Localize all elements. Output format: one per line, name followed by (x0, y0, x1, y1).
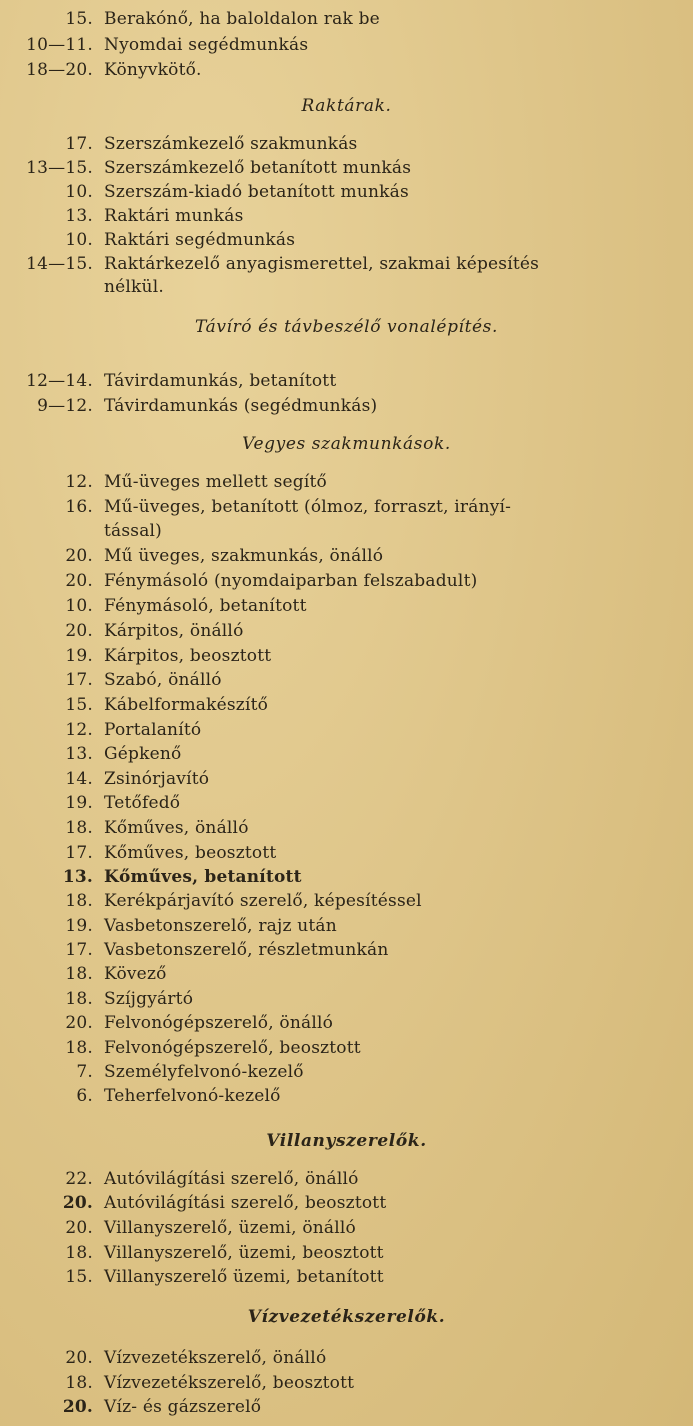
wage-number: 20. (65, 1013, 93, 1033)
job-title: Vasbetonszerelő, részletmunkán (104, 940, 389, 960)
job-title: Raktári segédmunkás (104, 230, 296, 250)
wage-number: 13. (65, 744, 93, 764)
job-title: Fénymásoló (nyomdaiparban felszabadult) (104, 571, 478, 591)
wage-number: 20. (65, 1348, 93, 1368)
job-title-continued: nélkül. (104, 277, 164, 297)
job-title: Vízvezetékszerelő, beosztott (104, 1373, 355, 1393)
wage-number: 18. (65, 964, 93, 984)
wage-number: 16. (65, 497, 93, 517)
wage-number: 17. (65, 670, 93, 690)
section-heading-vegyes: Vegyes szakmunkások. (242, 434, 451, 454)
wage-number: 18—20. (26, 60, 93, 80)
wage-number: 18. (65, 1038, 93, 1058)
wage-number: 20. (65, 1218, 93, 1238)
job-title: Kőműves, önálló (104, 818, 249, 838)
job-title: Teherfelvonó-kezelő (104, 1086, 281, 1106)
wage-number: 20. (62, 1397, 93, 1417)
job-title: Raktári munkás (104, 206, 244, 226)
section-heading-raktarak: Raktárak. (301, 96, 392, 116)
job-title: Kárpitos, önálló (104, 621, 244, 641)
job-title: Tetőfedő (104, 793, 181, 813)
job-title: Mű-üveges, betanított (ólmoz, forraszt, irányí- (104, 497, 512, 517)
wage-number: 18. (65, 1243, 93, 1263)
job-title: Villanyszerelő, üzemi, önálló (104, 1218, 356, 1238)
job-title: Fénymásoló, betanított (104, 596, 307, 616)
wage-number: 9—12. (37, 396, 93, 416)
job-title: Víz- és gázszerelő (104, 1397, 262, 1417)
job-title: Zsinórjavító (104, 769, 210, 789)
job-title: Kőműves, beosztott (104, 843, 277, 863)
wage-number: 10. (65, 230, 93, 250)
job-title: Autóvilágítási szerelő, beosztott (104, 1193, 387, 1213)
wage-number: 15. (65, 9, 93, 29)
job-title: Kerékpárjavító szerelő, képesítéssel (104, 891, 422, 911)
job-title: Kárpitos, beosztott (104, 646, 272, 666)
job-title: Könyvkötő. (104, 60, 202, 80)
job-title: Felvonógépszerelő, beosztott (104, 1038, 361, 1058)
wage-number: 10. (65, 182, 93, 202)
job-title: Távirdamunkás (segédmunkás) (104, 396, 378, 416)
section-heading-taviro: Távíró és távbeszélő vonalépítés. (194, 317, 499, 337)
wage-number: 20. (65, 621, 93, 641)
wage-number: 15. (65, 1267, 93, 1287)
wage-number: 18. (65, 891, 93, 911)
job-title: Berakónő, ha baloldalon rak be (104, 9, 380, 29)
wage-number: 6. (76, 1086, 93, 1106)
job-title: Szabó, önálló (104, 670, 222, 690)
wage-number: 20. (65, 546, 93, 566)
job-title: Szerszámkezelő szakmunkás (104, 134, 358, 154)
wage-number: 19. (65, 916, 93, 936)
wage-number: 18. (65, 989, 93, 1009)
wage-number: 20. (65, 571, 93, 591)
job-title: Villanyszerelő üzemi, betanított (104, 1267, 384, 1287)
job-title: Kábelformakészítő (104, 695, 269, 715)
job-title: Gépkenő (104, 744, 182, 764)
wage-number: 12. (65, 720, 93, 740)
wage-number: 10—11. (26, 35, 93, 55)
wage-number: 17. (65, 940, 93, 960)
wage-number: 20. (62, 1193, 93, 1213)
job-title: Kőműves, betanított (104, 867, 302, 887)
job-title: Kövező (104, 964, 167, 984)
job-title: Távirdamunkás, betanított (104, 371, 337, 391)
job-title-continued: tással) (104, 521, 163, 541)
job-title: Vasbetonszerelő, rajz után (104, 916, 337, 936)
job-title: Mű üveges, szakmunkás, önálló (104, 546, 384, 566)
job-title: Szerszámkezelő betanított munkás (104, 158, 412, 178)
wage-number: 12. (65, 472, 93, 492)
job-title: Vízvezetékszerelő, önálló (104, 1348, 327, 1368)
section-heading-villanyszerelok: Villanyszerelők. (266, 1131, 427, 1151)
wage-number: 13—15. (26, 158, 93, 178)
wage-number: 7. (76, 1062, 93, 1082)
wage-number: 18. (65, 1373, 93, 1393)
wage-number: 14—15. (26, 254, 93, 274)
job-title: Személyfelvonó-kezelő (104, 1062, 304, 1082)
wage-number: 22. (65, 1169, 93, 1189)
wage-number: 15. (65, 695, 93, 715)
job-title: Felvonógépszerelő, önálló (104, 1013, 334, 1033)
wage-number: 13. (62, 867, 93, 887)
wage-number: 10. (65, 596, 93, 616)
wage-number: 19. (65, 646, 93, 666)
job-title: Szerszám-kiadó betanított munkás (104, 182, 409, 202)
wage-number: 19. (65, 793, 93, 813)
job-title: Raktárkezelő anyagismerettel, szakmai képesítés (104, 254, 540, 274)
wage-number: 14. (65, 769, 93, 789)
job-title: Autóvilágítási szerelő, önálló (104, 1169, 359, 1189)
section-heading-vizvezetekszerelok: Vízvezetékszerelők. (247, 1307, 446, 1327)
wage-number: 13. (65, 206, 93, 226)
job-title: Portalanító (104, 720, 202, 740)
wage-number: 17. (65, 843, 93, 863)
wage-number: 18. (65, 818, 93, 838)
job-title: Mű-üveges mellett segítő (104, 472, 327, 492)
wage-number: 17. (65, 134, 93, 154)
job-title: Nyomdai segédmunkás (104, 35, 309, 55)
wage-number: 12—14. (26, 371, 93, 391)
job-title: Villanyszerelő, üzemi, beosztott (104, 1243, 384, 1263)
job-title: Szíjgyártó (104, 989, 194, 1009)
